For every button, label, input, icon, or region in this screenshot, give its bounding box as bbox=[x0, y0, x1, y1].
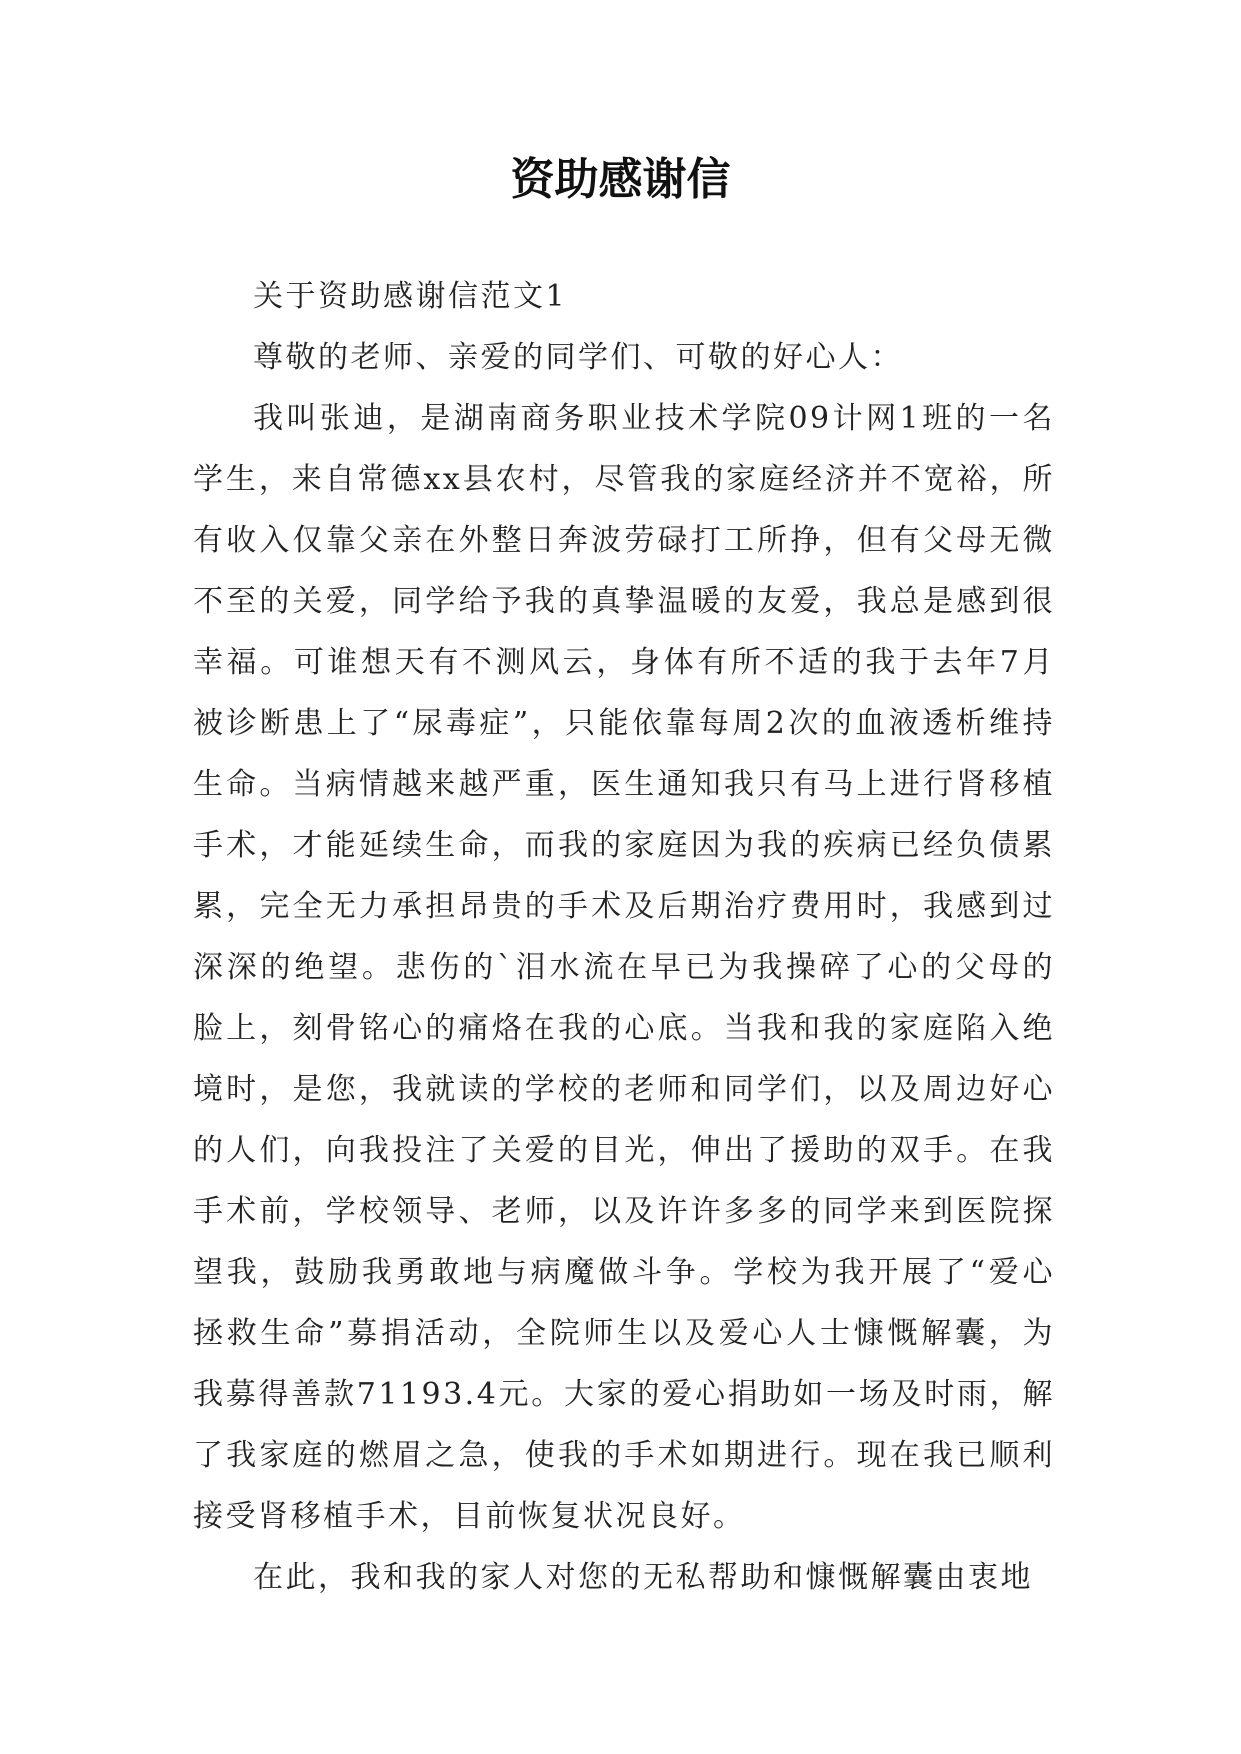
document-body bbox=[193, 266, 1055, 1608]
paragraph-heading: 关于资助感谢信范文1 bbox=[253, 279, 568, 314]
paragraph-closing: 在此，我和我的家人对您的无私帮助和慷慨解囊由衷地 bbox=[253, 1560, 1033, 1595]
paragraph-main: 我叫张迪，是湖南商务职业技术学院09计网1班的一名学生，来自常德xx县农村，尽管我的家庭经济并不宽裕，所有收入仅靠父亲在外整日奔波劳碌打工所挣，但有父母无微不至的关爱，同学给予我的真挚温暖的友爱，我总是感到很幸福。可谁想天有不测风云，身体有所不适的我于去年7月被诊断患上了“尿毒症”，只能依靠每周2次的血液透析维持生命。当病情越来越严重，医生通知我只有马上进行肾移植手术，才能延续生命，而我的家庭因为我的疾病已经负债累累，完全无力承担昂贵的手术及后期治疗费用时，我感到过深深的绝望。悲伤的`泪水流在早已为我操碎了心的父母的脸上，刻骨铭心的痛烙在我的心底。当我和我的家庭陷入绝境时，是您，我就读的学校的老师和同学们，以及周边好心的人们，向我投注了关爱的目光，伸出了援助的双手。在我手术前，学校领导、老师，以及许许多多的同学来到医院探望我，鼓励我勇敢地与病魔做斗争。学校为我开展了“爱心拯救生命”募捐活动，全院师生以及爱心人士慷慨解囊，为我募得善款71193.4元。大家的爱心捐助如一场及时雨，解了我家庭的燃眉之急，使我的手术如期进行。现在我已顺利接受肾移植手术，目前恢复状况良好。 bbox=[193, 401, 1055, 1534]
paragraph-salutation: 尊敬的老师、亲爱的同学们、可敬的好心人： bbox=[253, 340, 903, 375]
document-title: 资助感谢信 bbox=[510, 154, 731, 205]
